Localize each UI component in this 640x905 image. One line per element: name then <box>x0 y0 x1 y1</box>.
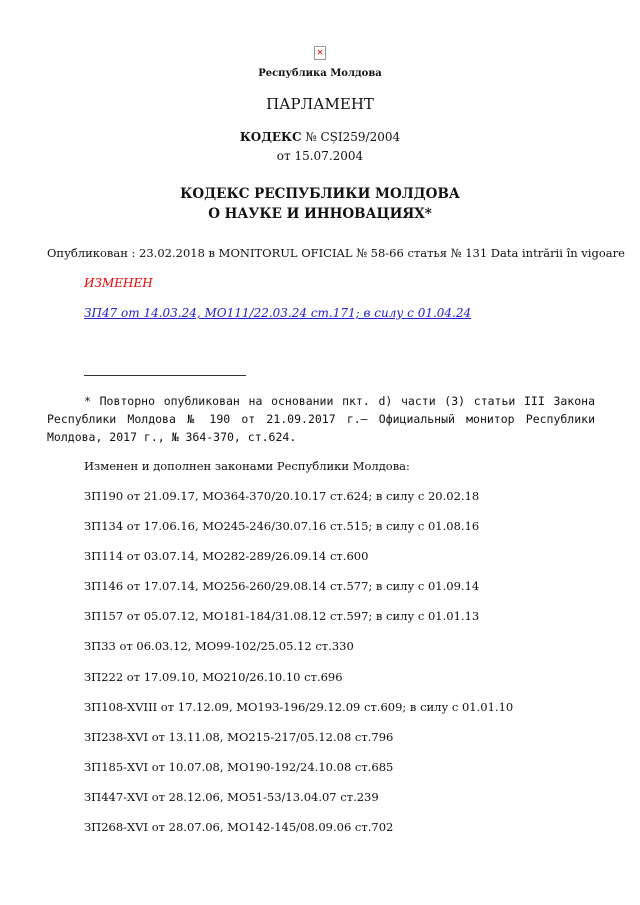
status-amended: ИЗМЕНЕН <box>84 276 153 290</box>
republic-label: Республика Молдова <box>258 68 382 79</box>
code-date: от 15.07.2004 <box>276 149 364 163</box>
list-item: ЗП190 от 21.09.17, MO364-370/20.10.17 ст.624; в силу с 20.02.18 <box>84 489 480 503</box>
code-number-value: № CȘI259/2004 <box>305 130 401 144</box>
document-title-line2: О НАУКЕ И ИННОВАЦИЯХ* <box>208 206 432 222</box>
list-item: ЗП157 от 05.07.12, MO181-184/31.08.12 ст.597; в силу с 01.01.13 <box>84 609 480 624</box>
amendments-intro: Изменен и дополнен законами Республики Молдова: <box>84 459 410 473</box>
footnote: * Повторно опубликован на основании пкт. d) части (3) статьи III Закона Республики Молдова № 190 от 21.09.2017 г.– Официальный монитор Республики Молдова, 2017 г., № 364-370, ст.624. <box>47 394 595 444</box>
list-item: ЗП268-XVI от 28.07.06, MO142-145/08.09.06 ст.702 <box>84 820 394 835</box>
footnote-divider <box>84 375 246 376</box>
list-item: ЗП108-XVIII от 17.12.09, MO193-196/29.12.09 ст.609; в силу с 01.01.10 <box>84 699 514 714</box>
list-item: ЗП185-XVI от 10.07.08, MO190-192/24.10.08 ст.685 <box>84 759 394 774</box>
list-item: ЗП222 от 17.09.10, MO210/26.10.10 ст.696 <box>84 669 343 684</box>
amendment-link[interactable]: ЗП47 от 14.03.24, MO111/22.03.24 ст.171; в силу с 01.04.24 <box>84 306 472 320</box>
list-item: ЗП447-XVI от 28.12.06, MO51-53/13.04.07 ст.239 <box>84 789 379 804</box>
amendments-list <box>84 489 513 850</box>
list-item: ЗП33 от 06.03.12, MO99-102/25.05.12 ст.330 <box>84 639 354 654</box>
list-item: ЗП134 от 17.06.16, MO245-246/30.07.16 ст.515; в силу с 01.08.16 <box>84 519 480 534</box>
broken-image-icon: × <box>314 46 326 60</box>
publication-info: Опубликован : 23.02.2018 в MONITORUL OFICIAL № 58-66 статья № 131 Data intrării în vigoare <box>47 246 625 260</box>
list-item: ЗП146 от 17.07.14, MO256-260/29.08.14 ст.577; в силу с 01.09.14 <box>84 579 480 594</box>
code-number <box>0 130 640 144</box>
list-item: ЗП114 от 03.07.14, MO282-289/26.09.14 ст.600 <box>84 549 369 564</box>
list-item: ЗП238-XVI от 13.11.08, MO215-217/05.12.08 ст.796 <box>84 729 394 744</box>
code-label: КОДЕКС <box>239 130 302 144</box>
document-title-line1: КОДЕКС РЕСПУБЛИКИ МОЛДОВА <box>180 186 460 202</box>
parliament-heading: ПАРЛАМЕНТ <box>266 95 374 113</box>
